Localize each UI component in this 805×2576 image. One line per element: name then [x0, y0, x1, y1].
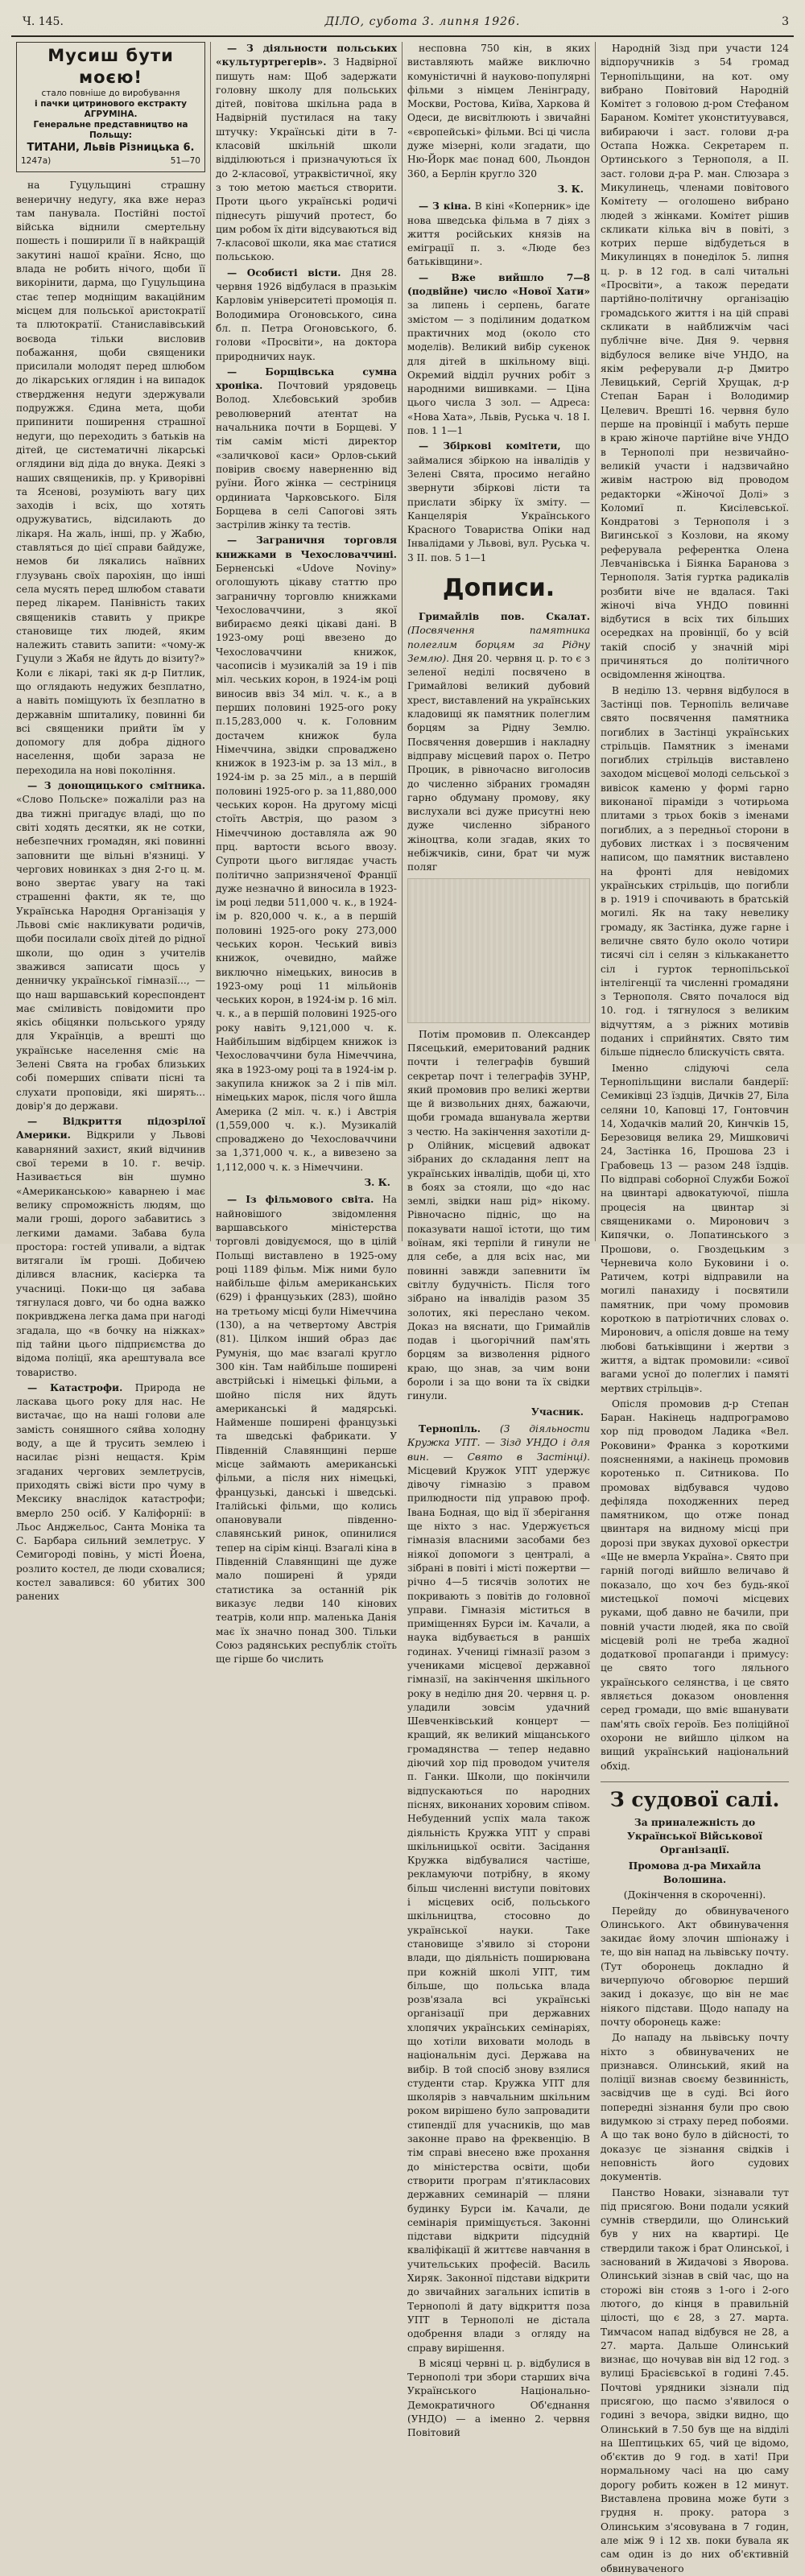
article-headline: — З діяльности польських «культуртрегерів».: [216, 43, 397, 68]
newspaper-title-date: ДІЛО, субота 3. липня 1926.: [324, 15, 521, 28]
article-text: Іменно слідуючі села Тернопільщини вислали бандерії: Семиківці 23 їздців, Дичків 27, Біла селяни 10, Каповці 17, Гонтовчин 14, Ходачків малий 20, Кинчків 15, Березовиця велика 29, Мишковичі 24, Застінка 16, Прошова 23 і Грабовець 13 — разом 248 їздців. По відправі соборної Служби Божої на цвинтарі адвокатуючої, пішла процесія на цвинтар зі священиками о. Миронович з Кипячки, о. Лопатинського з Прошови, о. Гвоздецьким з Черневича коло Буковини і о. Ратичем, котрі відправили на могилі панахиду і посвятили памятник, при чому промовив короткою в патріотичних словах о. Миронович, а опісля довше на тему любові батьківщини і жертви з життя, а відтак промовили: «сивої вагами усної до полеглих і памяті мертвих стрільців».: [601, 1062, 789, 1394]
article-item: [216, 365, 397, 533]
correspondence-item: [407, 1422, 590, 2355]
article-columns: [11, 42, 794, 2574]
correspondence-note: (З діяльности Кружка УПТ. — Зізд УНДО і для вин. — Свято в Застінці).: [407, 1422, 590, 1463]
article-text: Опісля промовив д-р Степан Баран. Накінець надпрограмово хор під проводом Ладика «Вел. Роковини» Франка з короткими поясненнями, а накінець промовив коротенько п. Ситникова. По промовах відбувався чудово дефіляда походженних перед памятником, що отже понад цвинтаря на видному місці при дорозі при звуках духової оркестри «Ще не вмерла Україна». Свято при гарній погоді вийшло величаво й показало, що хоч без будь-якої мистецької помочі місцевих руками, щоб давно не бачили, при повній участи людей, яка по своїй місцевій ролі не треба жадної додаткової пропаганди і примусу: це свято того ляльного українського селянства, і це свято являється доказом оновлення серед громади, що вміє вшанувати пам'ять своїх героїв. Без поліційної охорони не вийшло цілком на вищий український національний обхід.: [601, 1397, 789, 1772]
article-text: В неділю 13. червня відбулося в Застінці пов. Тернопіль величаве свято посвячення памятника погиблих в Застінці українських стрільців. Памятник з іменами погиблих стрільців виставлено заходом місцевої молоді сельської з вивісок каменю у формі гарно виконаної піраміди з чотирьома плитами з трьох боків з іменами погиблих, а з передньої сторони в дубових листках і з посвяченим написом, що памятник виставлено на фронті для невідомих українських стрільців, що погибли в р. 1919 і спочивають в братській могилі. Як на таку невелику громаду, як Застінка, дуже гарне і величне свято було около чотири тисячі сіл і селян з кількаканетто сіл і гурток тернопільської інтелігенції та численні громадяни з Тернополя. Свято почалося від 10. год. і тягнулося з великим відчуттям, а з ріжних мотивів поданих і сприйнятих. Свято тим більше піднесло блискучість свята.: [601, 684, 789, 1059]
court-note: (Докінчення в скороченні).: [623, 1889, 766, 1901]
article-headline: — Відкриття підозрілої Америки.: [16, 1116, 205, 1141]
ad-line: Генеральне представництво на Польщу:: [33, 120, 188, 140]
issue-number: Ч. 145.: [23, 15, 64, 28]
correspondence-text: В місяці червні ц. р. відбулися в Тернополі три збори старших віча Українського Національно-Демократичного Об'єднання (УНДО) — а іменно 2. червня Повітовий: [407, 2357, 590, 2439]
article-item: [216, 1193, 397, 1666]
article-headline: — Із фільмового світа.: [227, 1194, 374, 1206]
article-headline: — Заграничня торговля книжками в Чехословаччині.: [216, 535, 397, 560]
article-item: [407, 42, 590, 181]
correspondence-place: Тернопіль.: [419, 1422, 481, 1435]
article-item: [407, 440, 590, 565]
court-text: До нападу на львівську почту ніхто з обвинувачених не признався. Олинський, який на поліції визнав своєму безвинність, засвідчив ще в суді. Всі його попередні зізнання були про свою видумкою зі страху перед побоями. А що так воно було в дійсності, то доказує це зізнання свідків і неповність його судових документів.: [601, 2032, 789, 2183]
article-headline: — З донощицького смітника.: [27, 780, 205, 792]
article-text: на Гуцульщині страшну венеричну недугу, яка вже нераз там панувала. Постійні постої війська віднили смертельну пошесть і поширили її в найкращій закутині нашої країни. Ясно, що влада не робить нічого, щоби її викорінити, дарма, що Гуцульщина стає тепер модніщим вакаційним місцем для польської аристократії та плютократії. Станиславівський воєвода тільки висловив побажання, щоби священики присилали молодят перед шлюбом до лікарських оглядин і на випадок ствердження недуги здержували подружжя. Єдина мета, щоби припинити поширення страшної недуги, що переходить з батьків на дітей, це систематичні лікарські оглядини від діда до внука. Деякі з наших священиків, пр. у Криворівні та Ясенові, розуміють вагу цих заходів і всіх, що хотять одружуватись, відсилають до лікаря. На жаль, інші, пр. у Жабю, ставляться до цієї справи байдуже, немов би лякались наївних глузувань своїх парохіян, що інші села мусять перед шлюбом ставати перед лікарем. Панівність таких священиків ставить у прикре становище тих людей, яким належить ставить запити: «чому-ж Гуцули з Жабя не йдуть до візиту?» Коли є лікарі, такі як д-р Питлик, що оглядають недужих безплатно, а навіть поміщують їх безплатно в державнім шпиталику, повинні би всі священики прийти їм у допомогу для добра дідного населення, щоби зараза не переходила на нові покоління.: [16, 180, 205, 776]
column-1: [11, 42, 211, 1603]
court-text: Панство Новаки, зізнавали тут під присягою. Вони подали усякий сумнів ствердили, що Олинський був у них на квартирі. Це ствердили також і брат Олинської, і заснований в Жидачові з Яворова. Олинський зізнав в свій час, що на сторожі він стояв з 1-ого і 2-ого лютого, до кінця в правильній цілості, що є 28, з 27. марта. Тимчасом напад відбувся не 28, а 27. марта. Дальше Олинський визнає, що ночував він від 12 год. з вулиці Брасієвської в годині 7.45. Почтові урядники зізнали під присягою, що пасмо з'явилося о годині з вечора, звідки видно, що Олинський в 7.50 був ще на відділі на Шептицьких 65, чий це відомо, об'єктив до 9 год. в хаті! При нормальному часі на цю саму дорогу робить кожен в 12 минут. Виставлена провина може бути з грудня н. проку. ратора з Олинським з'ясовувана в 7 годин, але між 9 і 12 хв. поки бувала як сам один із до них об'єктивній обвинуваченого: [601, 2186, 789, 2574]
article-text: «Слово Польске» пожаліли раз на два тижні пригадує владі, що по світі ходять десятки, як не сотки, небезпечних громадян, які повинні заповнити ще вільні в'язниці. У чергових новинках з дня 2-го ц. м. воно звертає увагу на такі страшенні факти, як те, що Українська Народня Організація у Львові сміє накликувати родичів, щоби посилали своїх дітей до рідної школи, що один з учителів зважився записати щось у денничку української гімназії..., — що наш варшавський кореспондент має сміливість повідомити про якісь обіцянки польського уряду для Українців, а врешті що українське населення сміє на Зелені Свята на гробах близьких собі померших співати пісні та слухати проповіди, які ширять... довір'я до держави.: [16, 794, 205, 1112]
article-item: [407, 271, 590, 439]
article-text: З Надвірної пишуть нам: Щоб задержати головну школу для польських дітей, повітова шкільна рада в Надвірній пустилася на таку штучку: Українські діти в 7-класовій шкільній школи відділюються і призначуються їх до 2-класової, утраквістичної, яку з тою метою мається створити. Проти цього українські родичі піднесуть рішучий протест, бо цим робом їх діти відсуваються від 7-класової школи, яка має статися польською.: [216, 56, 397, 263]
correspondence-text: Потім промовив п. Олександер Пясецький, емеритований радник почти і телеграфів бувший секретар почт і телеграфів ЗУНР, який промовив про великі жертви ще й визвольних днях, бажаючи, щоби громада вшанувала жертви з честю. На закінчення захотіли д-р Олійник, місцевий адвокат зібраних до складання лепт на українських інвалідів, щоби ці, хто в боях за стояли, що «до нас землі, звідки наш рід» нікому. Рівночасно підніс, що на показувати нашої істоти, що тим воїнам, які терпіли й гинули не для себе, а для всіх нас, ми повинні завжди запевнити їм світлу будучність. Після того зібрано на інвалідів разом 35 золотих, які переслано чеком. Доказ на вяснати, що Гримайлів подав і цьогорічний пам'ять борцям за визволення рідного краю, що знав, за чим вони бороли і за що вони та їх свідки гинули.: [407, 1028, 590, 1402]
ad-line: стало повніше до виробування: [41, 89, 180, 98]
masthead: [11, 11, 794, 37]
article-text: Народній Зізд при участи 124 відпоручників з 54 громад Тернопільщини, на кот. ому вибрано Повітовий Народній Комітет з головою д-ром Стефаном Бараном. Комітет уконституувався, вибираючи і заст. голови д-ра Остапа Ножка. Секретарем п. Ортинського з Тернополя, а II. заст. голови д-ра Р. ман. Слюзара з Микулинець, членами повітового Комітету — оголошено вибрано людей з жінками. Комітет рішив скликати кілька віч в повіті, з котрих перше відбудеться в Микулинцях в понеділок 5. липня ц. р. в 12 год. в салі читальні «Просвіти», а також передати партійно-політичну організацію громадського життя і на цій справі скликати в найближчім часі публічне віче. Дня 9. червня відбулося велике віче УНДО, на якім реферували д-р Дмитро Левицький, Сергій Хрущак, д-р Степан Баран і Володимир Целевич. Врешті 16. червня було перше на провінції і мабуть перше в краю жіноче партійне віче УНДО в Тернополі при незвичайно-великій участи і надзвичайно живім настрою від проводом редакторки «Жіночої Долі» з Коломиї п. Кисілевської. Кондратові з Тернополя і з Вигинської з Козлови, на якому реферувала референтка Олена Левчанівська і Біянка Баранова з Тернополя. Затія гуртка радикалів розбити віче не вдалася. Такі жіночі віча УНДО повинні відбутися в всіх тих більших осередках на провінції, бо у всій такій спосіб у значній мірі причиняться до політичного освідомлення жіноцтва.: [601, 43, 789, 681]
ad-line: і пачки цитринового екстракту АГРУМІНА.: [35, 99, 187, 119]
article-text: Відкрили у Львові каварняний захист, який відчинив свої тереми в 10. г. вечір. Називається він шумно «Американською» каварнею і має велику спроможність людям, що мали гроші, дорого забавитись з легкими дамами. Забава була простора: гостей упивали, а відтак витягали їм гроші. Добичею ділився власник, касієрка та учасниці. Поки-що ця забава тягнулася довго, чи бо одна важко покривджена легка дама при нагоді згадала, що «в бочку на ніжках» під тайни цього підприємства до відома поліції, яка арештувала все товариство.: [16, 1129, 206, 1378]
col1-articles: [16, 179, 205, 1604]
article-text: Почтовий урядовець Волод. Хлєбовський зробив революверний атентат на начальника почти в Борщеві. У тім самім місті директор «заличкової каси» Орлов-ський повірив своєму наверненню від руїни. Його жінка — сестріниця ординиата Чарковського. Біля Борщева в селі Сапогові зять застрілив жінку та тестів.: [216, 380, 397, 531]
correspondence-place: Гримайлів пов. Скалат.: [419, 610, 590, 622]
article-text: що займалися збіркою на інвалідів у Зелені Свята, просимо негайно звернути збіркові лісти та прислати збірку їх зміту. — Канцелярія Українського Красного Товариства Опіки над Інвалідами у Львові, вул. Руська ч. 3 II. пов. 5 1—1: [407, 440, 590, 564]
article-item: [216, 42, 397, 265]
page-number: 3: [782, 15, 789, 28]
article-text: На найновішого звідомлення варшавського міністерства торговлі довідуємося, що в цілій Польщі виставлено в 1925-ому році 1189 фільм. Між ними було найбільше фільм американських (629) і французьких (283), шойно на третьому місці були Німеччина (130), а на четвертому Австрія (81). Цілком інший образ дає Румунія, що має взагалі кругло 300 кін. Там найбільше поширені австрійські і німецькі фільми, а шойно після них йдуть американські й мадярські. Найменше поширені французькі та шведські фабрикати. У Південній Славянщині перше місце займають американські фільми, а після них німецькі, французькі, данські і шведські. Італійські фільми, що колись опановували південно-славянський ринок, опинилися тепер на сірім кінці. Взагалі кіна в Південній Славянщині ще дуже мало поширені й уряди статистика за останній рік виказує ледви 140 кінових театрів, коли нпр. маленька Данія має їх значно понад 300. Тільки Союз радянських республік стоїть ще гірше бо числить: [216, 1194, 397, 1666]
article-headline: — Особисті вісти.: [227, 266, 341, 279]
article-item: [16, 779, 205, 1113]
section-heading-dopysy: Дописи.: [442, 573, 555, 602]
article-item: [16, 1115, 205, 1380]
article-headline: — З кіна.: [419, 200, 472, 213]
ad-firm: ТИТАНИ, Львів Різницька 6.: [27, 142, 195, 154]
court-subheading: Промова д-ра Михайла Волошина.: [628, 1860, 762, 1885]
article-headline: — Борщівська сумна хроніка.: [216, 365, 397, 392]
correspondence-signature: Учасник.: [530, 1406, 584, 1418]
column-2: [211, 42, 402, 1666]
col2-articles: [216, 42, 397, 1666]
correspondence-note: (Посвячення памятника полеглим борцям за Рідну Землю).: [407, 625, 590, 664]
section-heading-court: З судової салі.: [601, 1781, 789, 1813]
article-item: [16, 1381, 205, 1604]
article-text: Берненські «Udove Noviny» оголошують цікаву статтю про заграничну торговлю книжками Чехословаччини, з якої вибираємо деякі цікаві дані. В 1923-ому році ввезено до Чехословаччини книжок, часописів і музикалій за 19 і пів міл. чеських корон, в 1924-ім році виносив ввіз 34 міл. ч. к., а в перших половині 1925-ого року п.15,283,000 ч. к. Головним достачем книжок була Німеччина, звідки спроваджено книжок в 1923-ім р. за 13 міл., в 1924-ім р. за 25 міл., а в першій половині 1925-ого р. за 11,880,000 чеських корон. На другому місці стоїть Австрія, що разом з Німеччиною доставляла аж 90 прц. вартости всього ввозу. Супроти цього виглядає участь політично запризняченої Франції дуже незначно й виносила в 1923-ім році ледви 511,000 ч. к., в 1924-ім р. 820,000 ч. к., а в першій половині 1925-ого року 273,000 чеських корон. Чеський вивіз книжок, очевидно, майже виключно німецьких, виносив в 1923-ому році 11 мільйонів чеських корон, в 1924-ім р. 16 міл. ч. к., а в першій половині 1925-ого року навіть 9,121,000 ч. к. Найбільшим відбірцем книжок із Чехословаччини була Німеччина, яка в 1923-ому році та в 1924-ім р. закупила книжок за 2 і пів міл. німецьких марок, після чого йшла Америка (2 міл. ч. к.) і Австрія (1,559,000 ч. к.). Музикалій спроваджено до Чехословаччини за 1,371,000 ч. к., а вивезено за 1,112,000 ч. к. з Німеччини.: [216, 562, 397, 1173]
article-headline: — Збіркові комітети,: [419, 440, 561, 452]
correspondence-text: Місцевий Кружок УПТ удержує дівочу гімназію з правом прилюдности під управою проф. Івана Бодная, що від її зберігання ще ніхто з нас. Удержується гімназія власними засобами без ніякої допомоги з централі, а зібрані в повіті і місті пожертви — річно 4—5 тисячів золотих не покривають з повітів до головної управи. Гімназія міститься в приміщеннях Бурси ім. Качали, а наука відбувається в раншіх годинах. Учениці гімназії разом з учениками місцевої державної гімназії, на закінчення шкільного року в неділю дня 20. червня ц. р. уладили зовсім удачний Шевченківський концерт — кращий, як великий міщанського громадянства — тепер недавно діючий хор під проводом учителя п. Ганки. Школи, що покінчили відпускаються по народних піснях, виконаних хоровим співом. Небуденний успіх мала також діяльність Кружка УПТ у справі шкільницької освіти. Засідання Кружка відбувалися частіше, рекламуючи потрібну, в якому більш численні виступи повітових і місцевих осіб, польського шкільництва, стосовно до української науки. Таке становище з'явило зі сторони влади, що діяльність поширювана при кожній школі УПТ, тим більше, що польська влада розв'язала всі українські організації при державних хлопячих українських семінаріях, що хотіли виховати молодь в національнім дусі. Держава на вибір. В той спосіб знову взялися студенти стар. Кружка УПТ для школярів з навчальним шкільним роком вирішено було запровадити стипендії для учасників, що мав законне право на фреквенцію. В тім справі внесено вже прохання до міністерства освіти, щоби створити програм п'ятикласових державних семинарій — пляни будинку Бурси ім. Качали, де семінарія приміщується. Законні підстави відкрити підсудній кваліфікації й життєве навчання в учительських професій. Василь Хиряк. Законної підстави відкрити до звичайних загальних іспитів в Тернополі й дату відкриття поза УПТ в Тернополі не дістала одобрення влади з огляду на справу вирішення.: [407, 1464, 590, 2354]
correspondence-text: Дня 20. червня ц. р. то є з зеленої неділі посвячено в Гримайлові великий дубовий хрест, виставлений на українських кладовищі як памятник полеглим борцям за Рідну Землю. Посвячення довершив і накладну відправу місцевий парох о. Петро Процик, в рівночасно виголосив до численно зібраних громадян гарно обдуману промову, яку вислухали всі дуже присутні нею дуже численно зібраного жіноцтва, коли згадав, яких то небіжчиків, сини, брат чи муж поляг: [407, 652, 591, 873]
article-item: [16, 179, 205, 778]
article-text: В кіні «Коперник» іде нова шведська фільма в 7 діях з життя російських князів на еміграції п. з. «Люде без батьківщини».: [407, 200, 590, 268]
article-text: Природа не ласкава цього року для нас. Не вистачає, що на наші голови але замість соняшного сяйва холодну воду, а ще й трусить землею і насилає різні нещастя. Крім згаданих чергових землетрусів, приходять свіжі вісти про чуму в Мексику внаслідок катастрофи; вмерло 250 осіб. У Каліфорнії: в Льос Анджельос, Санта Моніка та С. Барбара сильний землетрус. У Семигороді повінь, у місті Йоена, розлито костел, де люди сховалися; костел завалився: 60 убитих 300 ранених: [16, 1381, 205, 1603]
article-text: за липень і серпень, багате змістом — з поділиним додатком практичних мод (около сто моделів). Великий вибір сукенок для дітей в шкільному віці. Окремий відділ ручних робіт з народними вишивками. — Ціна цього числа 3 зол. — Адреса: «Нова Хата», Львів, Руська ч. 18 І. пов. 1 1—1: [407, 299, 590, 437]
advertisement-box: [16, 42, 205, 172]
ad-reference: 1247а) 51—70: [21, 156, 200, 166]
col3-articles: [407, 42, 590, 565]
column-4: [596, 42, 794, 2574]
article-item: [216, 266, 397, 364]
article-headline: — Вже вийшло 7—8 (подвійне) число «Нової Хати»: [407, 271, 590, 298]
court-subheading: За приналежність до Української Військової Організації.: [627, 1816, 762, 1856]
article-headline: — Катастрофи.: [27, 1381, 123, 1393]
article-item: [407, 200, 590, 269]
article-signature: З. К.: [557, 183, 584, 195]
article-text: несповна 750 кін, в яких виставляють майже виключно комуністичні й науково-популярні фільми з німцем Ленінграду, Москви, Ростова, Київа, Харкова й Одеси, де висвітлюють і звичайні «європейські» фільми. Всі ці числа дуже мізерні, коли згадати, що Ню-Йорк має понад 600, Льондон 360, а Берлін кругло 320: [407, 43, 590, 180]
illegible-photo-block: [407, 878, 590, 1023]
article-item: [216, 534, 397, 1174]
article-text: Дня 28. червня 1926 відбулася в празькім Карловім університеті промоція п. Володимира Огоновського, сина бл. п. Петра Огоновського, б. голови «Просвіти», на доктора природничих наук.: [216, 266, 398, 362]
court-text: Перейду до обвинуваченого Олинського. Акт обвинувачення закидає йому злочин шпіонажу і те, що він напад на львівську почту. (Тут оборонець докладно й вичерпуючо обговорює перший закид і доказує, що він не має ніякого підстави. Щодо нападу на почту оборонець каже:: [601, 1905, 789, 2028]
article-signature: З. К.: [364, 1177, 390, 1189]
column-3: [402, 42, 596, 2439]
ad-headline: Мусиш бути моєю!: [47, 46, 174, 87]
correspondence-item: [407, 610, 590, 875]
